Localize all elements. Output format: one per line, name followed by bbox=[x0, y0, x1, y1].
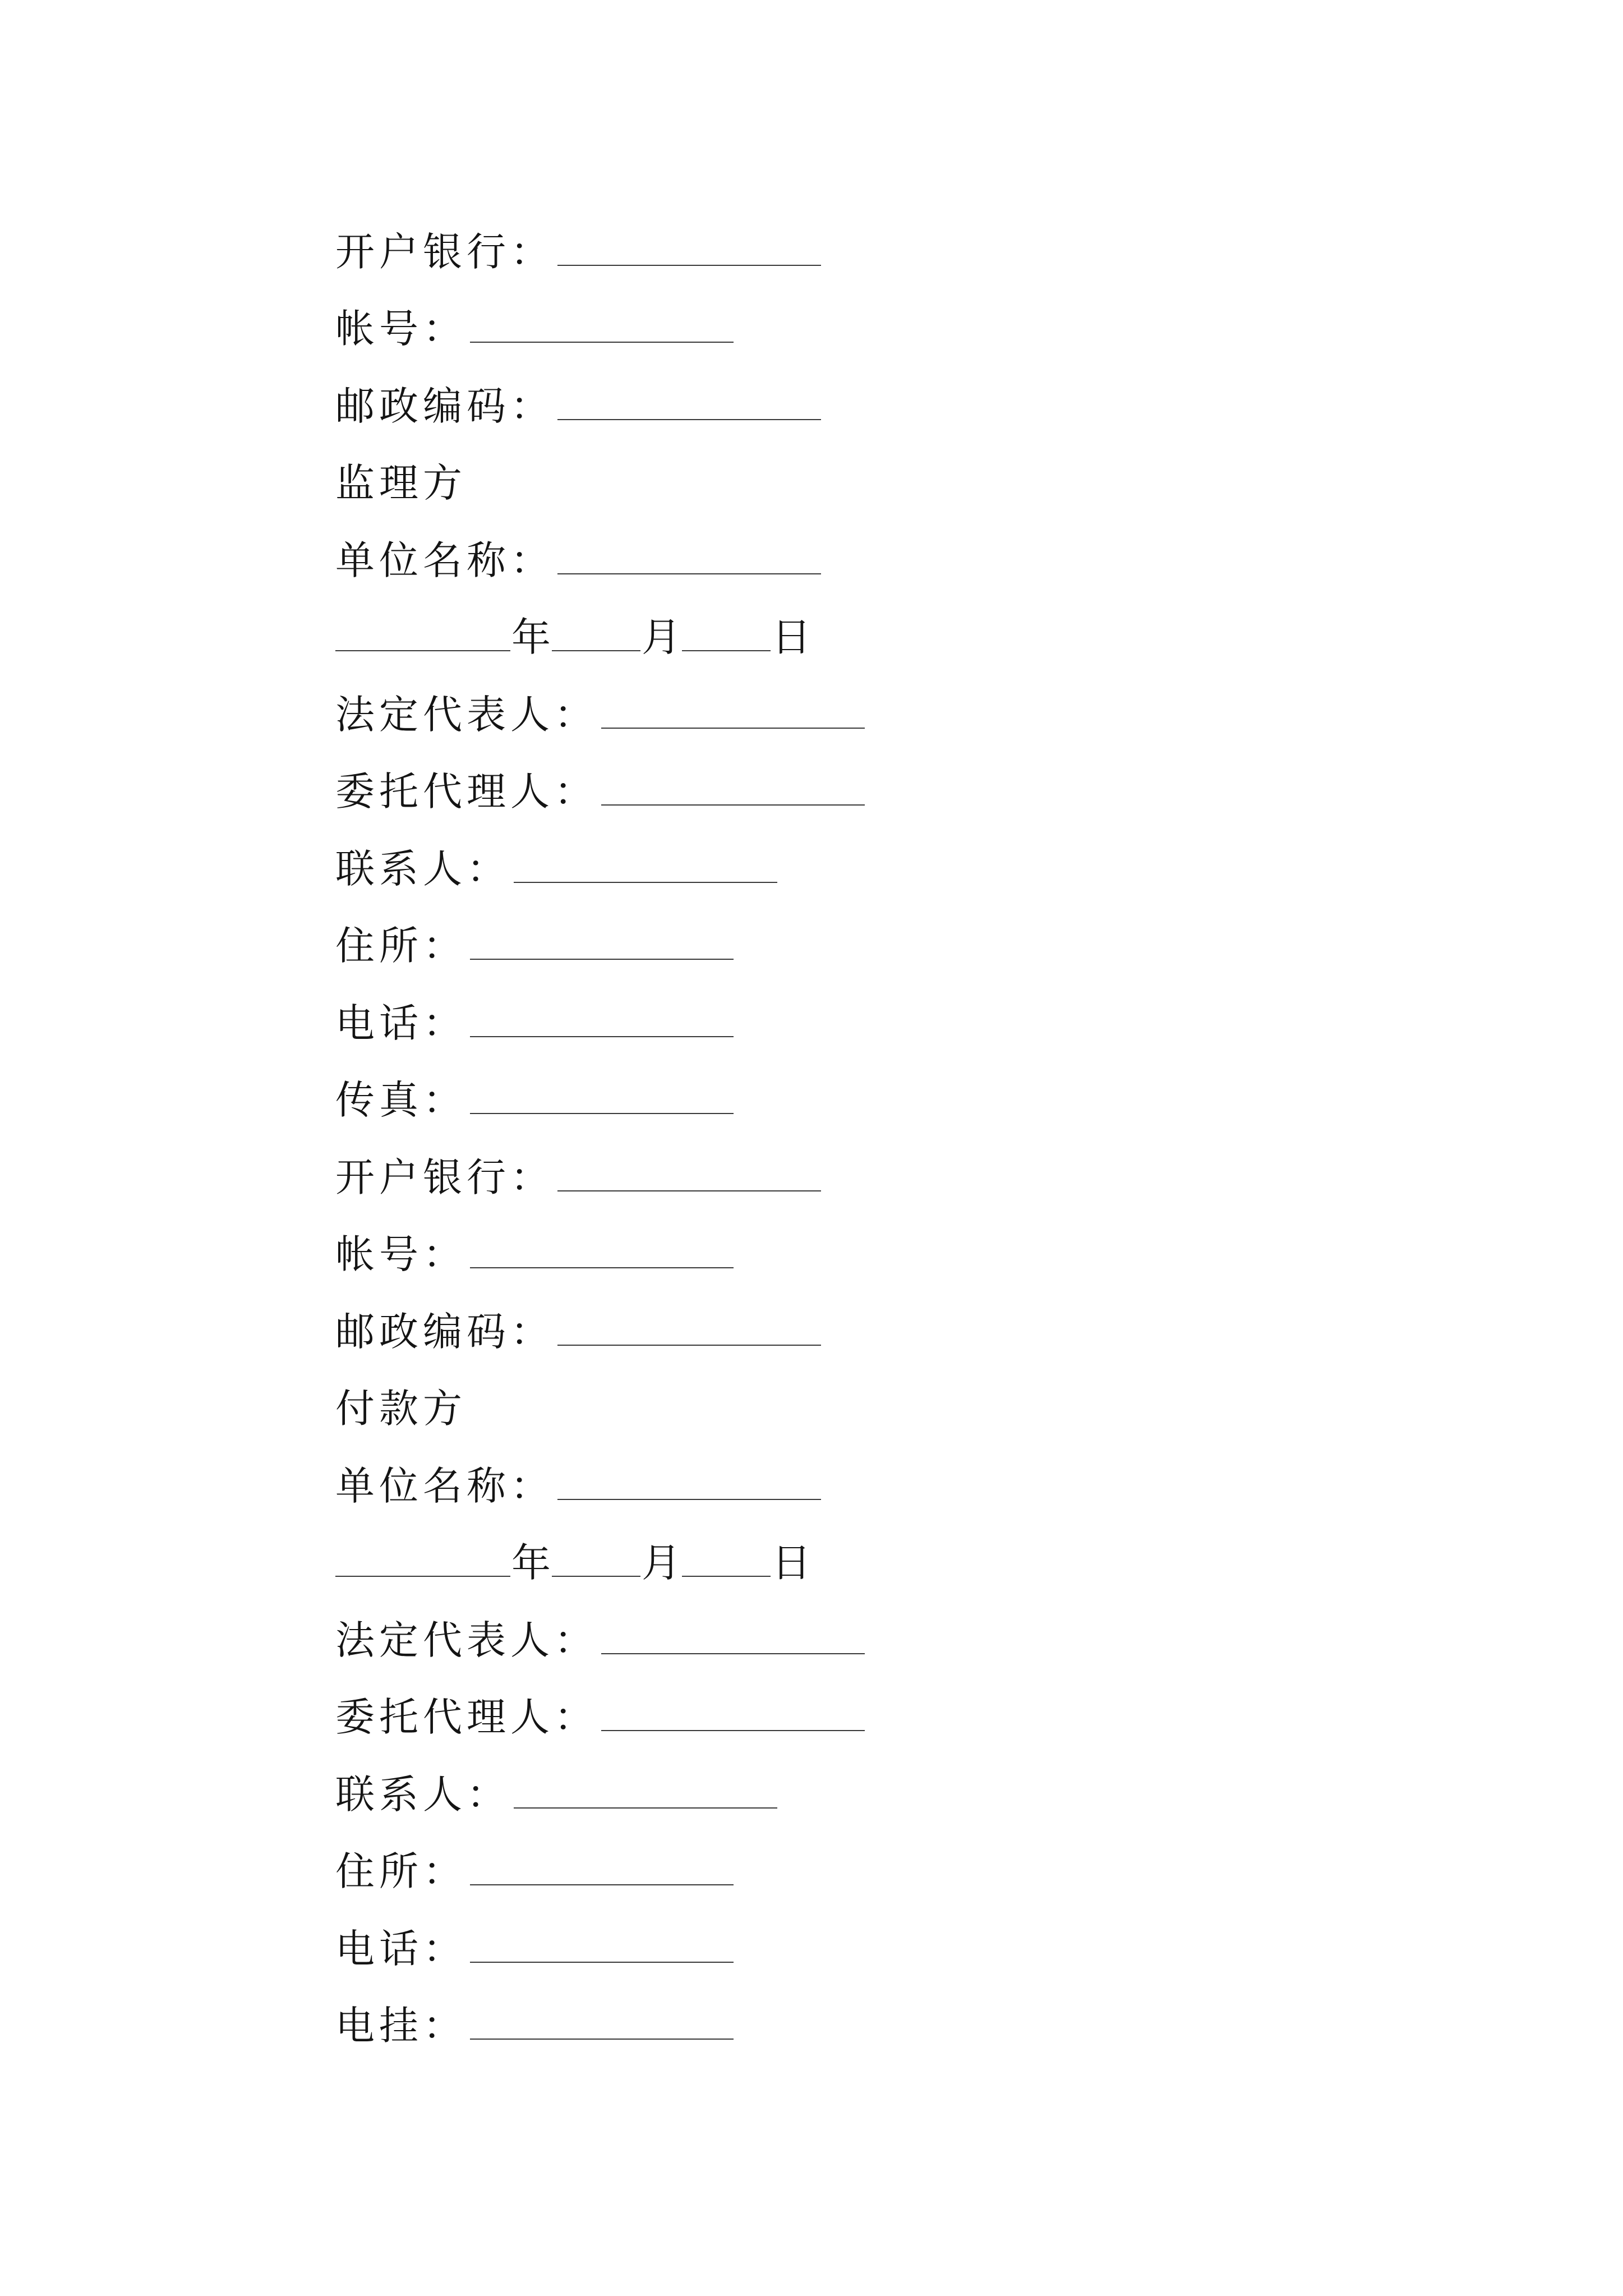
field-label: 单位名称： bbox=[335, 1462, 554, 1509]
form-line-date bbox=[335, 1525, 1289, 1602]
fill-in-blank bbox=[557, 265, 821, 266]
fill-in-blank bbox=[601, 1653, 865, 1654]
form-line-agent bbox=[335, 753, 1289, 831]
day-blank bbox=[682, 1576, 771, 1577]
field-label: 开户银行： bbox=[335, 228, 554, 275]
form-line-contact bbox=[335, 830, 1289, 908]
form-line-bank bbox=[335, 213, 1289, 291]
year-blank bbox=[335, 650, 510, 651]
fill-in-blank bbox=[514, 1807, 777, 1809]
field-label: 邮政编码： bbox=[335, 1308, 554, 1355]
month-blank bbox=[552, 650, 640, 651]
fill-in-blank bbox=[470, 1884, 734, 1885]
fill-in-blank bbox=[557, 573, 821, 574]
field-label: 委托代理人： bbox=[335, 1694, 598, 1741]
form-line-phone bbox=[335, 984, 1289, 1062]
field-label: 帐号： bbox=[335, 306, 467, 352]
fill-in-blank bbox=[470, 1962, 734, 1963]
form-lines bbox=[335, 213, 1289, 2064]
field-label: 委托代理人： bbox=[335, 769, 598, 815]
fill-in-blank bbox=[470, 1036, 734, 1037]
month-blank bbox=[552, 1576, 640, 1577]
form-line-postcode bbox=[335, 1293, 1289, 1370]
form-line-date bbox=[335, 599, 1289, 677]
fill-in-blank bbox=[470, 2039, 734, 2040]
field-label: 电话： bbox=[335, 1000, 467, 1046]
fill-in-blank bbox=[601, 1730, 865, 1731]
field-label: 邮政编码： bbox=[335, 383, 554, 429]
fill-in-blank bbox=[470, 959, 734, 960]
field-label: 帐号： bbox=[335, 1231, 467, 1278]
field-label: 住所： bbox=[335, 923, 467, 969]
field-label: 开户银行： bbox=[335, 1154, 554, 1200]
field-label: 联系人： bbox=[335, 1771, 510, 1818]
field-label: 住所： bbox=[335, 1848, 467, 1895]
month-label: 月 bbox=[642, 1540, 681, 1586]
form-line-legal-rep bbox=[335, 676, 1289, 753]
fill-in-blank bbox=[601, 804, 865, 806]
field-label: 法定代表人： bbox=[335, 691, 598, 738]
form-line-address bbox=[335, 908, 1289, 985]
form-line-unit-name bbox=[335, 522, 1289, 599]
fill-in-blank bbox=[557, 1345, 821, 1346]
day-label: 日 bbox=[772, 614, 811, 661]
section-heading-supervisor bbox=[335, 445, 1289, 522]
fill-in-blank bbox=[557, 1190, 821, 1191]
form-line-bank bbox=[335, 1139, 1289, 1216]
field-label: 法定代表人： bbox=[335, 1617, 598, 1663]
section-heading: 付款方 bbox=[335, 1386, 467, 1432]
form-line-phone bbox=[335, 1910, 1289, 1987]
form-line-account bbox=[335, 1216, 1289, 1294]
field-label: 联系人： bbox=[335, 845, 510, 892]
month-label: 月 bbox=[642, 614, 681, 661]
field-label: 电挂： bbox=[335, 2003, 467, 2049]
year-label: 年 bbox=[511, 614, 551, 661]
form-line-account bbox=[335, 291, 1289, 368]
fill-in-blank bbox=[557, 1499, 821, 1500]
form-line-agent bbox=[335, 1679, 1289, 1756]
field-label: 传真： bbox=[335, 1077, 467, 1124]
field-label: 电话： bbox=[335, 1925, 467, 1972]
form-line-postcode bbox=[335, 367, 1289, 445]
fill-in-blank bbox=[470, 1113, 734, 1114]
form-line-fax bbox=[335, 1062, 1289, 1139]
fill-in-blank bbox=[470, 1267, 734, 1268]
day-label: 日 bbox=[772, 1540, 811, 1586]
day-blank bbox=[682, 650, 771, 651]
year-blank bbox=[335, 1576, 510, 1577]
form-line-contact bbox=[335, 1756, 1289, 1833]
form-line-address bbox=[335, 1833, 1289, 1911]
year-label: 年 bbox=[511, 1540, 551, 1586]
fill-in-blank bbox=[557, 419, 821, 420]
field-label: 单位名称： bbox=[335, 537, 554, 583]
fill-in-blank bbox=[601, 728, 865, 729]
fill-in-blank bbox=[470, 342, 734, 343]
section-heading-payer bbox=[335, 1370, 1289, 1448]
form-line-telegraph bbox=[335, 1987, 1289, 2065]
fill-in-blank bbox=[514, 882, 777, 883]
form-line-unit-name bbox=[335, 1447, 1289, 1525]
section-heading: 监理方 bbox=[335, 460, 467, 507]
form-line-legal-rep bbox=[335, 1602, 1289, 1679]
